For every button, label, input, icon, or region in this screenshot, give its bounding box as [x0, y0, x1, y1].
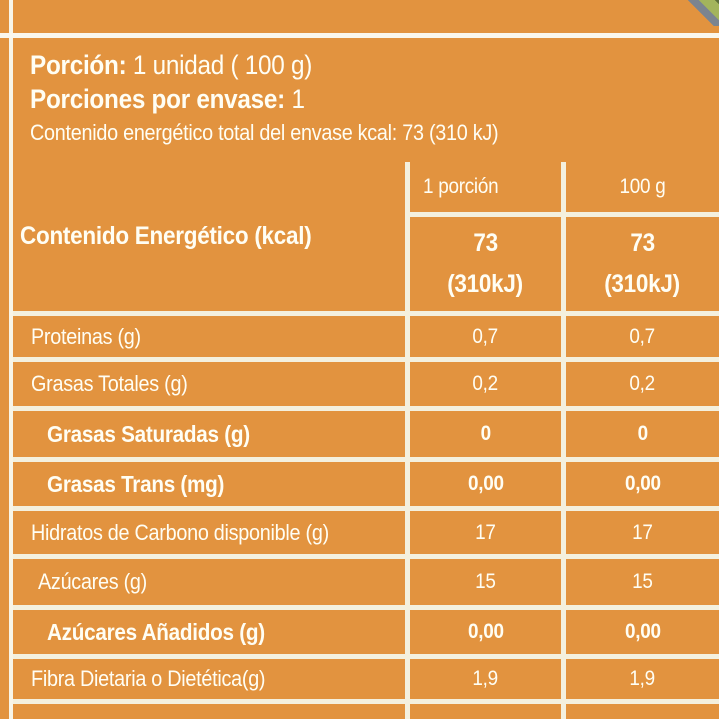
- value-per-100g: 0: [566, 411, 719, 457]
- servings-per-container-label: Porciones por envase:: [30, 84, 285, 114]
- table-row-partial: [13, 704, 719, 719]
- table-row-grasas-trans: [13, 462, 719, 506]
- servings-per-container-line: [30, 82, 719, 116]
- energy-row-label: Contenido Energético (kcal): [13, 162, 405, 311]
- value-per-portion: 0,7: [410, 316, 561, 357]
- value-per-100g: 0,2: [566, 362, 719, 406]
- value-per-100g: 0,7: [566, 316, 719, 357]
- value-per-portion: 0,00: [410, 610, 561, 654]
- energy-kj-per-100g: (310kJ): [604, 270, 681, 298]
- servings-per-container-value: 1: [284, 84, 305, 114]
- partial-cell: [13, 704, 405, 719]
- serving-size-label: Porción:: [30, 50, 127, 80]
- package-corner-decoration: [685, 0, 719, 26]
- table-row-grasas-totales: [13, 362, 719, 406]
- value-per-100g: 0,00: [566, 610, 719, 654]
- table-row-azucares: [13, 559, 719, 605]
- energy-kcal-per-100g: 73: [630, 229, 655, 257]
- nutrient-name: Grasas Saturadas (g): [13, 411, 405, 457]
- value-per-100g: 15: [566, 559, 719, 605]
- table-row-azucares-anadidos: [13, 610, 719, 654]
- nutrient-name: Azúcares (g): [13, 559, 405, 605]
- nutrient-name: Hidratos de Carbono disponible (g): [13, 511, 405, 554]
- value-per-portion: 0,00: [410, 462, 561, 506]
- column-header-per-portion: 1 porción: [410, 162, 561, 212]
- energy-value-per-100g: [566, 217, 719, 311]
- energy-kcal-per-portion: 73: [473, 229, 498, 257]
- energy-kj-per-portion: (310kJ): [447, 270, 524, 298]
- value-per-portion: 0,2: [410, 362, 561, 406]
- serving-info-box: [13, 38, 719, 149]
- table-header: [13, 162, 719, 311]
- nutrient-name: Grasas Totales (g): [13, 362, 405, 406]
- value-per-100g: 17: [566, 511, 719, 554]
- table-row-grasas-saturadas: [13, 411, 719, 457]
- value-per-portion: 15: [410, 559, 561, 605]
- value-per-100g: 1,9: [566, 659, 719, 699]
- nutrient-name: Fibra Dietaria o Dietética(g): [13, 659, 405, 699]
- value-per-100g: 0,00: [566, 462, 719, 506]
- column-header-per-100g: 100 g: [566, 162, 719, 212]
- serving-size-value: 1 unidad ( 100 g): [126, 50, 313, 80]
- value-per-portion: 17: [410, 511, 561, 554]
- partial-cell: [566, 704, 719, 719]
- value-per-portion: 1,9: [410, 659, 561, 699]
- nutrient-name: Proteinas (g): [13, 316, 405, 357]
- partial-cell: [410, 704, 561, 719]
- energy-value-per-portion: [410, 217, 561, 311]
- value-per-portion: 0: [410, 411, 561, 457]
- total-energy-line: Contenido energético total del envase kcal: 73 (310 kJ): [30, 120, 499, 145]
- table-row-proteinas: [13, 316, 719, 357]
- table-row-hidratos: [13, 511, 719, 554]
- nutrient-name: Azúcares Añadidos (g): [13, 610, 405, 654]
- nutrition-table: [13, 162, 719, 719]
- nutrient-name: Grasas Trans (mg): [13, 462, 405, 506]
- table-row-fibra: [13, 659, 719, 699]
- serving-size-line: [30, 48, 719, 82]
